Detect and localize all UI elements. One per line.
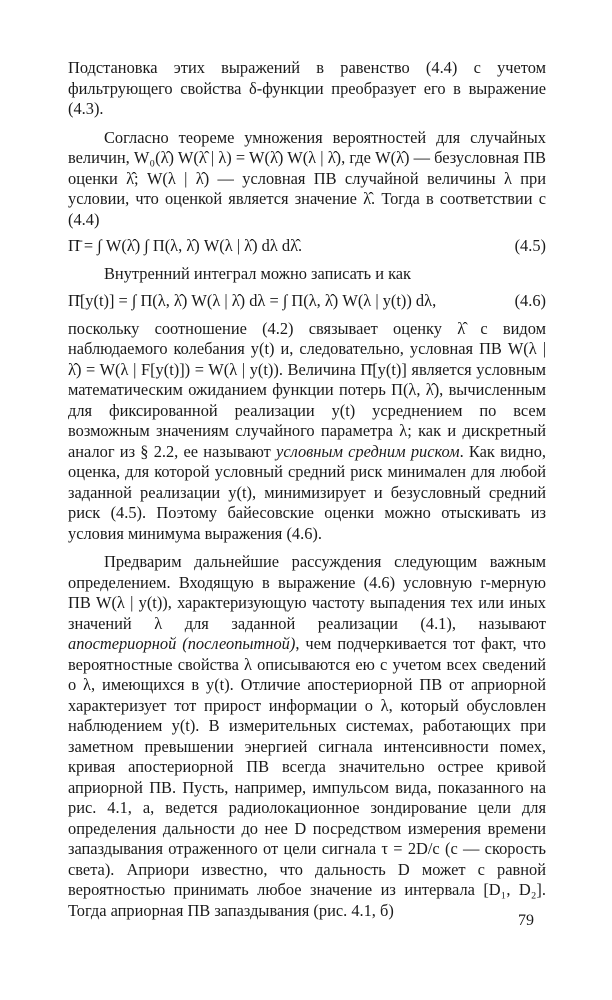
paragraph-substitution: Подстановка этих выражений в равенство (4.4) с учетом фильтрующего свойства δ-функции преобразует его в выражение (4.3).: [68, 58, 546, 118]
equation-4-5: [68, 236, 546, 258]
paragraph-conditional-risk-text-a: поскольку соотношение (4.2) связывает оценку λ̂ с видом наблюдаемого колебания y(t) и, следовательно, условная ПВ W(λ | λ̂) = W(λ | F[y(t)]) = W(λ | y(t)). Величина Π̄[y(t)] является условным математическим ожиданием функции потерь Π(λ, λ̂), вычисленным для фиксированной реализации y(t) усреднением по всем возможным значениям случайного параметра λ; как и дискретный аналог из § 2.2, ее называют: [68, 318, 546, 461]
equation-4-6: [68, 291, 546, 313]
paragraph-conditional-risk: [68, 319, 546, 545]
paragraph-inner-integral: Внутренний интеграл можно записать и как: [104, 264, 412, 283]
equation-4-5-body: Π̄ = ∫ W(λ̂) ∫ Π(λ, λ̂) W(λ | λ̂) dλ dλ̂.: [68, 236, 303, 255]
page-body: [68, 58, 546, 921]
paragraph-conditional-risk-text-b: . Как видно, оценка, для которой условный средний риск минимален для любой заданной реализации y(t), минимизирует и безусловный средний риск (4.5). Поэтому байесовские оценки можно отыскивать из условия минимума выражения (4.6).: [68, 441, 546, 543]
equation-4-6-number: (4.6): [514, 290, 546, 310]
paragraph-posterior-definition: [68, 552, 546, 921]
paragraph-posterior-definition-text-a: Предварим дальнейшие рассуждения следующим важным определением. Входящую в выражение (4.6) условную r-мерную ПВ W(λ | y(t)), характеризующую частоту выпадения тех или иных значений λ для заданной реализации (4.1), называют: [68, 552, 546, 633]
page-number: 79: [518, 912, 534, 929]
equation-4-6-body: Π̄[y(t)] = ∫ Π(λ, λ̂) W(λ | λ̂) dλ = ∫ Π(λ, λ̂) W(λ | y(t)) dλ,: [68, 290, 437, 310]
term-conditional-average-risk: условным средним риском: [276, 441, 460, 461]
term-posterior: апостериорной (послеопытной): [68, 634, 296, 653]
paragraph-multiplication-theorem: Согласно теореме умножения вероятностей для случайных величин, W₀(λ̂) W(λ̂ | λ) = W(λ̂) W(λ | λ̂), где W(λ̂) — безусловная ПВ оценки λ̂; W(λ | λ̂) — условная ПВ случайной величины λ при условии, что оценкой является значение λ̂. Тогда в соответствии с (4.4): [68, 127, 546, 229]
paragraph-posterior-definition-text-b: , чем подчеркивается тот факт, что вероятностные свойства λ описываются ею с учетом всех сведений о λ, имеющихся в y(t). Отличие апостериорной ПВ от априорной характеризует тот прирост информации о λ, который обусловлен наблюдением y(t). В измерительных системах, работающих при заметном превышении энергией сигнала интенсивности помех, кривая апостериорной ПВ всегда значительно острее кривой априорной ПВ. Пусть, например, импульсом вида, показанного на рис. 4.1, а, ведется радиолокационное зондирование цели для определения дальности до нее D посредством измерения времени запаздывания отраженного от цели сигнала τ = 2D/c (c — скорость света). Априори известно, что дальность D может с равной вероятностью принимать любое значение из интервала [D₁, D₂]. Тогда априорная ПВ запаздывания (рис. 4.1, б): [68, 634, 546, 920]
equation-4-5-number: (4.5): [514, 236, 546, 255]
